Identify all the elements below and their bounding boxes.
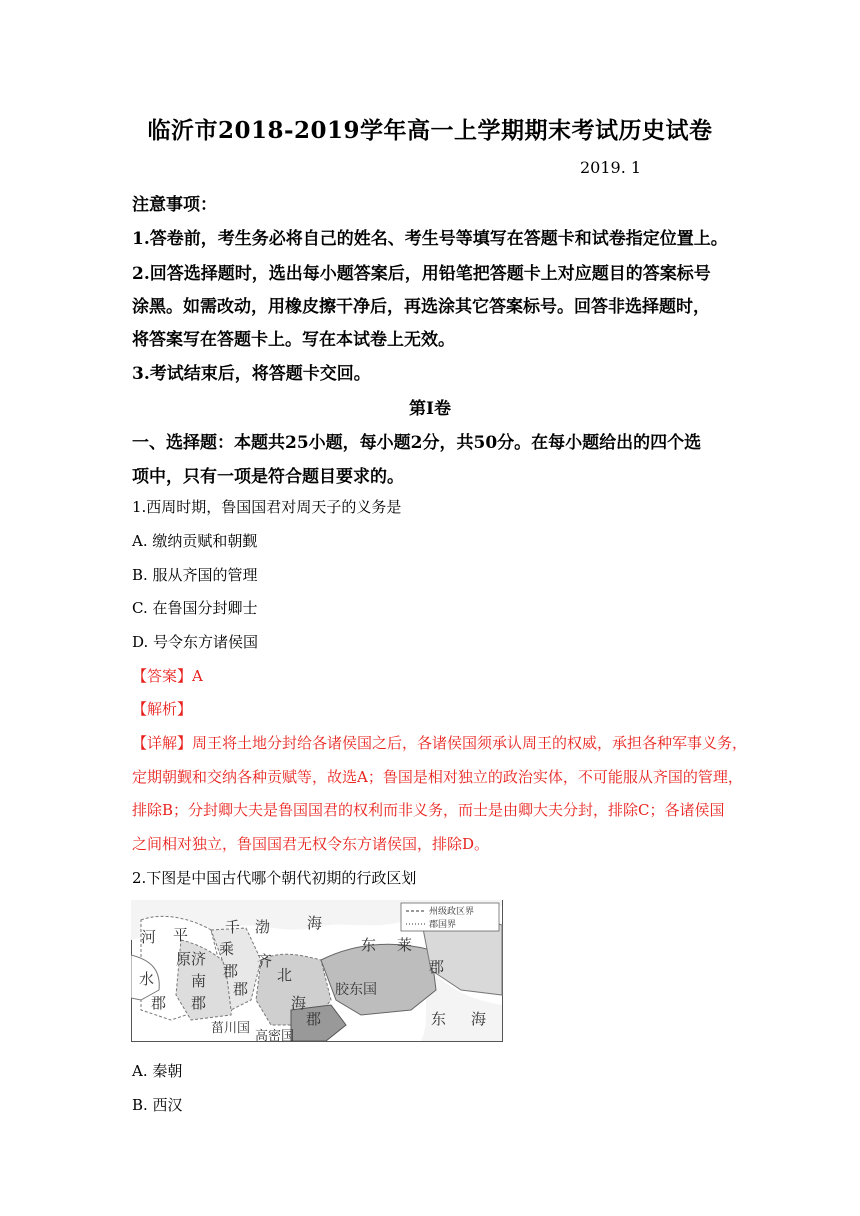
notice-line: 2.回答选择题时，选出每小题答案后，用铅笔把答题卡上对应题目的答案标号 — [132, 264, 711, 284]
exam-date: 2019. 1 — [580, 158, 642, 177]
page-title: 临沂市2018-2019学年高一上学期期末考试历史试卷 — [147, 117, 713, 144]
map-label: 高密国 — [255, 1029, 295, 1042]
map-label: 原 — [176, 950, 192, 968]
map-label: 南 — [191, 972, 207, 990]
map-label: 平 — [173, 926, 189, 944]
detail-line: 之间相对独立，鲁国国君无权令东方诸侯国，排除D。 — [132, 835, 490, 853]
legend-label: 郡国界 — [429, 920, 457, 930]
map-label: 海 — [307, 914, 323, 932]
administrative-map — [131, 900, 503, 1042]
map-label: 郡 — [151, 994, 167, 1012]
answer-label: 【答案】A — [132, 667, 203, 685]
map-label: 莱 — [397, 936, 413, 954]
map-label: 济 — [191, 950, 207, 968]
detail-line: 【详解】周王将土地分封给各诸侯国之后，各诸侯国须承认周王的权威，承担各种军事义务， — [132, 734, 748, 752]
map-label: 北 — [277, 966, 293, 984]
option-a: A. 秦朝 — [132, 1062, 183, 1080]
detail-line: 定期朝觐和交纳各种贡赋等，故选A；鲁国是相对独立的政治实体，不可能服从齐国的管理， — [132, 768, 743, 786]
map-label: 千 — [225, 918, 241, 936]
notice-line: 3.考试结束后，将答题卡交回。 — [132, 364, 371, 384]
analysis-label: 【解析】 — [132, 700, 193, 718]
map-label: 乘 — [219, 940, 235, 958]
map-label: 郡 — [233, 980, 249, 998]
notice-line: 涂黑。如需改动，用橡皮擦干净后，再选涂其它答案标号。回答非选择题时， — [132, 297, 710, 317]
notice-heading: 注意事项： — [132, 195, 217, 215]
map-label: 郡 — [306, 1010, 322, 1028]
map-label: 东 — [431, 1010, 447, 1028]
detail-line: 排除B；分封卿大夫是鲁国国君的权利而非义务，而士是由卿大夫分封，排除C；各诸侯国 — [132, 801, 725, 819]
section-intro: 一、选择题：本题共25小题，每小题2分，共50分。在每小题给出的四个选 — [132, 433, 702, 453]
map-label: 郡 — [429, 958, 445, 976]
map-label: 郡 — [223, 962, 239, 980]
section-intro: 项中，只有一项是符合题目要求的。 — [132, 467, 404, 487]
map-label: 水 — [139, 970, 155, 988]
map-label: 河 — [141, 928, 157, 946]
map-label: 胶东国 — [335, 982, 377, 998]
option-b: B. 服从齐国的管理 — [132, 566, 258, 584]
legend-label: 州级政区界 — [429, 907, 475, 917]
option-a: A. 缴纳贡赋和朝觐 — [132, 532, 258, 550]
option-c: C. 在鲁国分封卿士 — [132, 599, 258, 617]
notice-line: 将答案写在答题卡上。写在本试卷上无效。 — [132, 330, 455, 350]
option-b: B. 西汉 — [132, 1096, 183, 1114]
map-label: 渤 — [255, 918, 271, 936]
map-label: 海 — [291, 994, 307, 1012]
map-label: 菑川国 — [211, 1021, 251, 1036]
map-label: 郡 — [191, 994, 207, 1012]
map-label: 齐 — [257, 952, 273, 970]
notice-line: 1.答卷前，考生务必将自己的姓名、考生号等填写在答题卡和试卷指定位置上。 — [132, 229, 728, 249]
volume-title: 第Ⅰ卷 — [409, 399, 451, 419]
question-stem: 1.西周时期，鲁国国君对周天子的义务是 — [132, 498, 402, 516]
map-label: 东 — [361, 936, 377, 954]
option-d: D. 号令东方诸侯国 — [132, 633, 259, 651]
map-label: 海 — [471, 1010, 487, 1028]
question-stem: 2.下图是中国古代哪个朝代初期的行政区划 — [132, 869, 417, 887]
